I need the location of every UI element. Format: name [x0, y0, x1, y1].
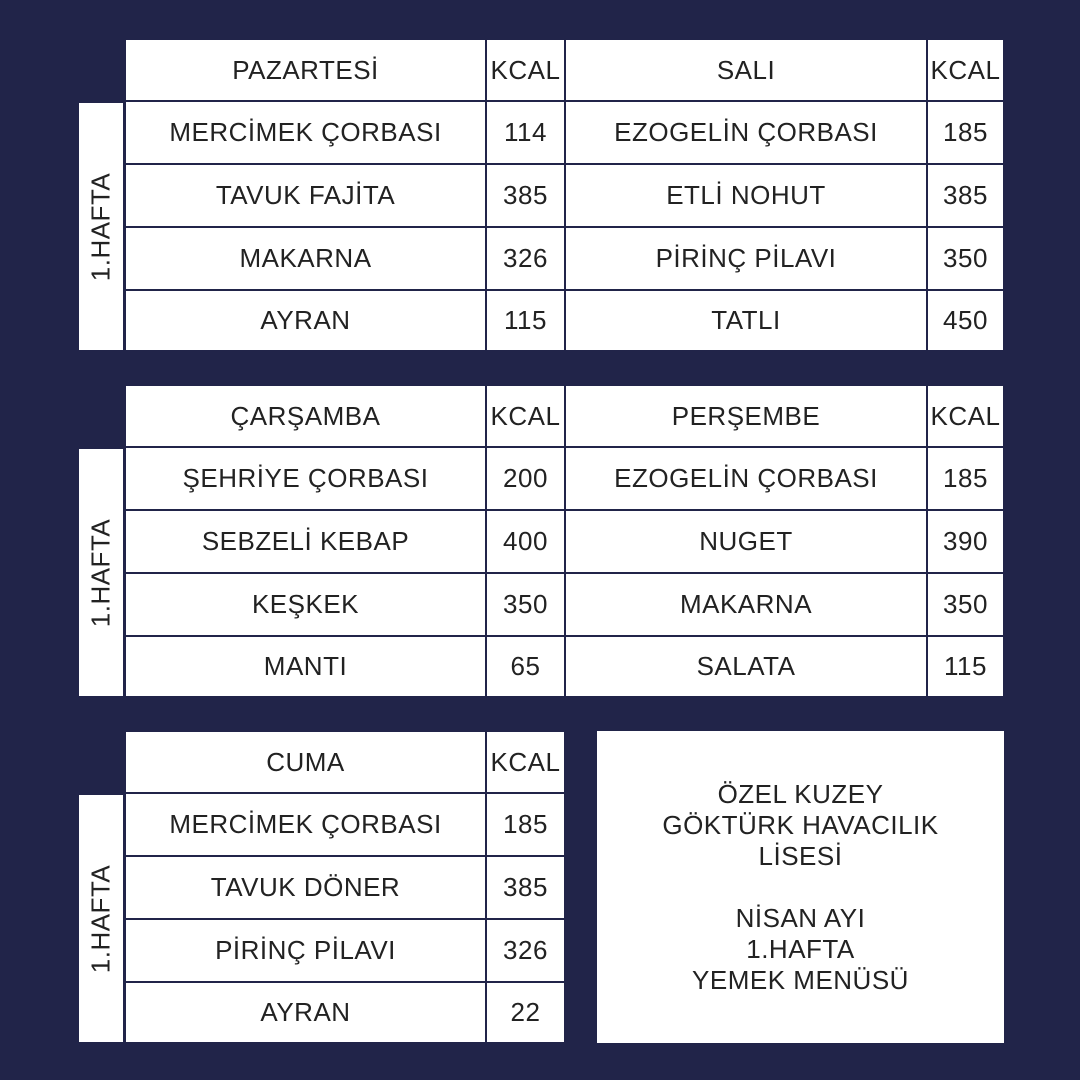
food-cell: ŞEHRİYE ÇORBASI	[124, 446, 487, 511]
day-header-tuesday: SALI	[564, 38, 928, 102]
kcal-header: KCAL	[485, 384, 566, 448]
food-cell: MERCİMEK ÇORBASI	[124, 792, 487, 857]
week-label-text: 1.HAFTA	[85, 518, 116, 627]
kcal-cell: 385	[485, 163, 566, 228]
kcal-cell: 326	[485, 226, 566, 291]
school-name-line: LİSESİ	[758, 840, 843, 871]
kcal-header: KCAL	[926, 38, 1005, 102]
kcal-cell: 115	[926, 635, 1005, 698]
kcal-cell: 390	[926, 509, 1005, 574]
week-label-text: 1.HAFTA	[85, 864, 116, 973]
food-cell: MERCİMEK ÇORBASI	[124, 100, 487, 165]
menu-title-line: NİSAN AYI	[735, 902, 866, 933]
food-cell: ETLİ NOHUT	[564, 163, 928, 228]
kcal-cell: 185	[926, 100, 1005, 165]
kcal-cell: 65	[485, 635, 566, 698]
school-name-line: GÖKTÜRK HAVACILIK	[662, 809, 939, 840]
week-label-text: 1.HAFTA	[85, 172, 116, 281]
kcal-cell: 400	[485, 509, 566, 574]
food-cell: MAKARNA	[564, 572, 928, 637]
kcal-cell: 385	[485, 855, 566, 920]
food-cell: AYRAN	[124, 981, 487, 1044]
kcal-header: KCAL	[485, 38, 566, 102]
day-header-friday: CUMA	[124, 730, 487, 794]
kcal-cell: 185	[926, 446, 1005, 511]
food-cell: MAKARNA	[124, 226, 487, 291]
kcal-header: KCAL	[926, 384, 1005, 448]
kcal-cell: 114	[485, 100, 566, 165]
kcal-cell: 185	[485, 792, 566, 857]
day-header-wednesday: ÇARŞAMBA	[124, 384, 487, 448]
food-cell: KEŞKEK	[124, 572, 487, 637]
kcal-cell: 350	[485, 572, 566, 637]
week-label	[77, 447, 125, 698]
week-label	[77, 101, 125, 352]
food-cell: AYRAN	[124, 289, 487, 352]
food-cell: SALATA	[564, 635, 928, 698]
food-cell: PİRİNÇ PİLAVI	[124, 918, 487, 983]
kcal-cell: 350	[926, 226, 1005, 291]
menu-title-line: 1.HAFTA	[746, 933, 855, 964]
kcal-cell: 115	[485, 289, 566, 352]
school-name-line: ÖZEL KUZEY	[717, 778, 884, 809]
kcal-cell: 326	[485, 918, 566, 983]
food-cell: TAVUK FAJİTA	[124, 163, 487, 228]
school-info-box	[597, 731, 1004, 1043]
kcal-cell: 385	[926, 163, 1005, 228]
food-cell: EZOGELİN ÇORBASI	[564, 446, 928, 511]
kcal-cell: 350	[926, 572, 1005, 637]
day-header-monday: PAZARTESİ	[124, 38, 487, 102]
food-cell: SEBZELİ KEBAP	[124, 509, 487, 574]
food-cell: NUGET	[564, 509, 928, 574]
food-cell: TAVUK DÖNER	[124, 855, 487, 920]
kcal-cell: 22	[485, 981, 566, 1044]
kcal-cell: 450	[926, 289, 1005, 352]
food-cell: TATLI	[564, 289, 928, 352]
food-cell: MANTI	[124, 635, 487, 698]
kcal-header: KCAL	[485, 730, 566, 794]
menu-title-line: YEMEK MENÜSÜ	[692, 964, 909, 995]
kcal-cell: 200	[485, 446, 566, 511]
food-cell: EZOGELİN ÇORBASI	[564, 100, 928, 165]
week-label	[77, 793, 125, 1044]
food-cell: PİRİNÇ PİLAVI	[564, 226, 928, 291]
day-header-thursday: PERŞEMBE	[564, 384, 928, 448]
